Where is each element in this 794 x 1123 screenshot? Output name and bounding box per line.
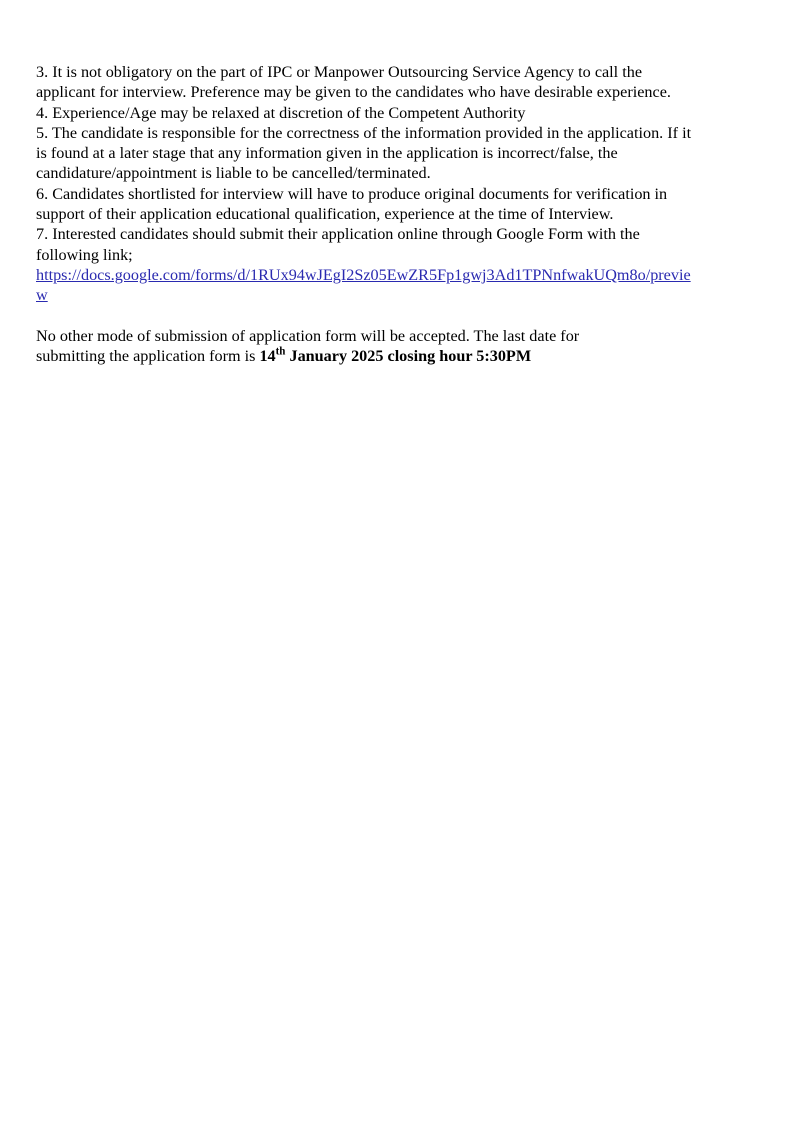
paragraph-item-4: 4. Experience/Age may be relaxed at discretion of the Competent Authority [36, 103, 526, 122]
paragraph-item-5: 5. The candidate is responsible for the correctness of the information provided in the application. If it is found at a later stage that any information given in the application is incorrect/false, the candidature/appointment is liable to be cancelled/terminated. [36, 123, 692, 183]
application-form-link[interactable]: https://docs.google.com/forms/d/1RUx94wJEgI2Sz05EwZR5Fp1gwj3Ad1TPNnfwakUQm8o/preview [36, 265, 691, 305]
deadline-rest: January 2025 closing hour 5:30PM [285, 347, 532, 366]
closing-lead-text: No other mode of submission of application form will be accepted. The last date for submitting the application form is [36, 326, 580, 366]
deadline-day: 14 [259, 347, 276, 366]
deadline-ordinal-suffix: th [275, 345, 286, 358]
document-body [36, 62, 704, 366]
application-form-link-container [36, 265, 698, 306]
paragraph-item-3: 3. It is not obligatory on the part of IPC or Manpower Outsourcing Service Agency to call the applicant for interview. Preference may be given to the candidates who have desirable experience. [36, 63, 671, 102]
paragraph-item-6: 6. Candidates shortlisted for interview will have to produce original documents for verification in support of their application educational qualification, experience at the time of Interview. [36, 184, 668, 224]
paragraph-item-7: 7. Interested candidates should submit their application online through Google Form with the following link; [36, 225, 640, 264]
closing-paragraph [36, 326, 636, 367]
paragraph-spacer [36, 306, 704, 326]
